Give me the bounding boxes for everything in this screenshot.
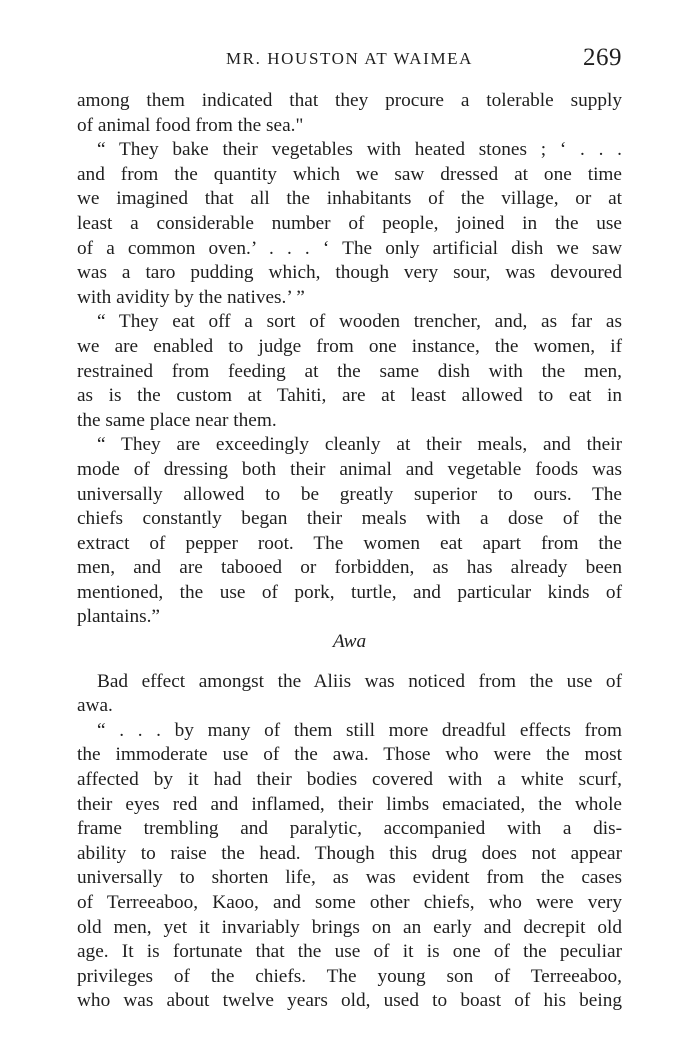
text-line: chiefs constantly began their meals with a dose of the	[77, 508, 622, 530]
text-line: we imagined that all the inhabitants of the village, or at	[77, 188, 622, 210]
page-number: 269	[583, 44, 622, 71]
text-line: “ They eat off a sort of wooden trencher, and, as far as	[97, 311, 622, 333]
text-line: who was about twelve years old, used to boast of his being	[77, 990, 622, 1012]
text-line: privileges of the chiefs. The young son of Terreeaboo,	[77, 965, 622, 987]
text-line: mentioned, the use of pork, turtle, and particular kinds of	[77, 581, 622, 603]
text-line: old men, yet it invariably brings on an early and decrepit old	[77, 916, 622, 938]
text-line: restrained from feeding at the same dish with the men,	[77, 360, 622, 382]
text-line: the immoderate use of the awa. Those who were the most	[77, 744, 622, 766]
text-line: extract of pepper root. The women eat apart from the	[77, 532, 622, 554]
text-line: the same place near them.	[77, 409, 277, 431]
text-line: Bad effect amongst the Aliis was noticed from the use of	[97, 670, 622, 692]
text-line: frame trembling and paralytic, accompanied with a dis-	[77, 818, 622, 840]
paragraph	[77, 310, 622, 433]
paragraph	[77, 433, 622, 630]
text-line: “ They are exceedingly cleanly at their meals, and their	[97, 434, 622, 456]
text-line: of a common oven.’ . . . ‘ The only artificial dish we saw	[77, 237, 622, 259]
text-line: with avidity by the natives.’ ”	[77, 286, 305, 308]
text-line: mode of dressing both their animal and vegetable foods was	[77, 458, 622, 480]
text-line: of animal food from the sea."	[77, 114, 304, 136]
text-line: affected by it had their bodies covered with a white scurf,	[77, 769, 622, 791]
text-line: we are enabled to judge from one instance, the women, if	[77, 335, 622, 357]
text-line: least a considerable number of people, joined in the use	[77, 212, 622, 234]
text-line: plantains.”	[77, 606, 160, 628]
body-text	[77, 89, 622, 1014]
text-line: universally to shorten life, as was evident from the cases	[77, 867, 622, 889]
text-line: as is the custom at Tahiti, are at least allowed to eat in	[77, 385, 622, 407]
paragraph	[77, 89, 622, 138]
paragraph	[77, 670, 622, 719]
text-line: awa.	[77, 695, 113, 717]
text-line: their eyes red and inflamed, their limbs emaciated, the whole	[77, 793, 622, 815]
running-title: MR. HOUSTON AT WAIMEA	[225, 49, 474, 68]
text-line: of Terreeaboo, Kaoo, and some other chiefs, who were very	[77, 892, 622, 913]
section-heading: Awa	[332, 631, 367, 653]
text-line: and from the quantity which we saw dressed at one time	[77, 163, 622, 185]
running-head	[77, 46, 622, 72]
text-line: age. It is fortunate that the use of it is one of the peculiar	[77, 941, 622, 963]
paragraph	[77, 719, 622, 1014]
heading-spacer	[77, 655, 622, 670]
text-line: universally allowed to be greatly superior to ours. The	[77, 483, 622, 505]
text-line: “ They bake their vegetables with heated stones ; ‘ . . .	[97, 139, 622, 161]
paragraph	[77, 138, 622, 310]
text-line: among them indicated that they procure a tolerable supply	[77, 90, 622, 111]
text-line: was a taro pudding which, though very sour, was devoured	[77, 262, 622, 284]
text-line: “ . . . by many of them still more dreadful effects from	[97, 719, 622, 741]
text-line: ability to raise the head. Though this drug does not appear	[77, 842, 622, 864]
text-line: men, and are tabooed or forbidden, as has already been	[77, 557, 622, 579]
